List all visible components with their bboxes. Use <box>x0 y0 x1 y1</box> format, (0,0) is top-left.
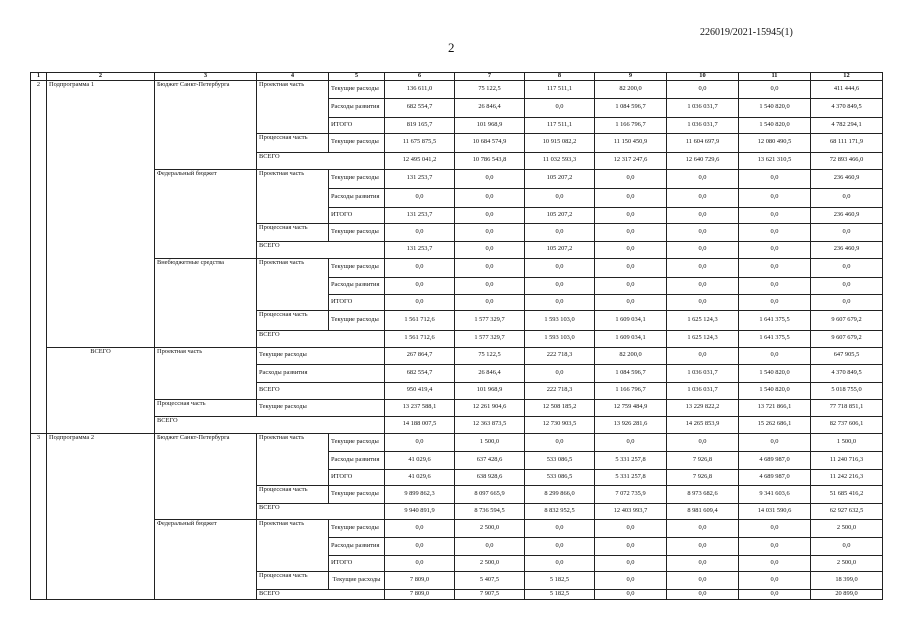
row-total-label: ВСЕГО <box>257 330 385 347</box>
value-cell: 0,0 <box>595 294 667 310</box>
value-cell: 0,0 <box>595 169 667 188</box>
value-cell: 0,0 <box>811 294 883 310</box>
value-cell: 0,0 <box>739 277 811 294</box>
value-cell: 13 229 822,2 <box>667 399 739 416</box>
expense-part: Проектная часть <box>257 519 329 571</box>
value-cell: 11 675 875,5 <box>385 133 455 152</box>
value-cell: 1 036 031,7 <box>667 98 739 117</box>
value-cell: 1 084 596,7 <box>595 98 667 117</box>
table-row <box>31 80 883 98</box>
value-cell: 0,0 <box>455 241 525 258</box>
value-cell: 0,0 <box>525 188 595 207</box>
value-cell: 1 641 375,5 <box>739 310 811 330</box>
value-cell: 0,0 <box>385 519 455 537</box>
funding-source: Федеральный бюджет <box>155 169 257 258</box>
expense-part: Процессная часть <box>257 571 329 589</box>
value-cell: 9 899 862,3 <box>385 485 455 503</box>
value-cell: 13 237 588,1 <box>385 399 455 416</box>
value-cell: 0,0 <box>455 258 525 277</box>
value-cell: 819 165,7 <box>385 117 455 133</box>
value-cell: 0,0 <box>739 294 811 310</box>
value-cell: 1 625 124,3 <box>667 330 739 347</box>
value-cell: 0,0 <box>739 519 811 537</box>
value-cell: 2 500,0 <box>811 555 883 571</box>
value-cell: 0,0 <box>455 223 525 241</box>
expense-type: Расходы развития <box>329 277 385 294</box>
value-cell: 222 718,3 <box>525 382 595 399</box>
value-cell: 0,0 <box>739 537 811 555</box>
value-cell: 0,0 <box>595 258 667 277</box>
value-cell: 1 609 034,1 <box>595 330 667 347</box>
value-cell: 0,0 <box>525 519 595 537</box>
value-cell: 0,0 <box>667 207 739 223</box>
table-row <box>31 347 883 364</box>
column-number: 8 <box>525 73 595 81</box>
funding-source: Внебюджетные средства <box>155 258 257 347</box>
value-cell: 533 086,5 <box>525 469 595 485</box>
row-total-label: ВСЕГО <box>257 241 385 258</box>
value-cell: 20 899,0 <box>811 589 883 599</box>
value-cell: 11 604 697,9 <box>667 133 739 152</box>
expense-type: ИТОГО <box>329 207 385 223</box>
expense-type: ИТОГО <box>329 469 385 485</box>
value-cell: 8 299 866,0 <box>525 485 595 503</box>
value-cell: 1 540 820,0 <box>739 382 811 399</box>
value-cell: 12 261 904,6 <box>455 399 525 416</box>
value-cell: 8 981 609,4 <box>667 503 739 519</box>
value-cell: 7 809,0 <box>385 589 455 599</box>
table-row <box>31 169 883 188</box>
value-cell: 0,0 <box>385 188 455 207</box>
value-cell: 105 207,2 <box>525 241 595 258</box>
subprogram-name: Подпрограмма 2 <box>47 433 155 599</box>
column-number: 10 <box>667 73 739 81</box>
value-cell: 1 166 796,7 <box>595 382 667 399</box>
value-cell: 75 122,5 <box>455 80 525 98</box>
value-cell: 9 940 891,9 <box>385 503 455 519</box>
value-cell: 77 718 851,1 <box>811 399 883 416</box>
value-cell: 11 242 216,3 <box>811 469 883 485</box>
table-row <box>31 519 883 537</box>
value-cell: 0,0 <box>385 258 455 277</box>
subprogram-name: Подпрограмма 1 <box>47 80 155 347</box>
value-cell: 0,0 <box>739 188 811 207</box>
value-cell: 236 460,9 <box>811 207 883 223</box>
column-number: 12 <box>811 73 883 81</box>
value-cell: 0,0 <box>667 589 739 599</box>
value-cell: 0,0 <box>595 537 667 555</box>
value-cell: 0,0 <box>811 258 883 277</box>
value-cell: 105 207,2 <box>525 207 595 223</box>
expense-type: Расходы развития <box>329 188 385 207</box>
value-cell: 68 111 171,9 <box>811 133 883 152</box>
value-cell: 62 927 632,5 <box>811 503 883 519</box>
expense-type: Текущие расходы <box>257 347 385 364</box>
value-cell: 8 097 665,9 <box>455 485 525 503</box>
value-cell: 26 846,4 <box>455 364 525 382</box>
value-cell: 0,0 <box>385 555 455 571</box>
value-cell: 82 200,0 <box>595 347 667 364</box>
value-cell: 682 554,7 <box>385 364 455 382</box>
value-cell: 117 511,1 <box>525 117 595 133</box>
value-cell: 0,0 <box>667 537 739 555</box>
value-cell: 5 407,5 <box>455 571 525 589</box>
expense-type: Расходы развития <box>257 364 385 382</box>
value-cell: 1 500,0 <box>455 433 525 451</box>
value-cell: 12 508 185,2 <box>525 399 595 416</box>
value-cell: 101 968,9 <box>455 382 525 399</box>
value-cell: 10 786 543,8 <box>455 152 525 169</box>
value-cell: 0,0 <box>385 294 455 310</box>
value-cell: 1 609 034,1 <box>595 310 667 330</box>
expense-part: Проектная часть <box>155 347 257 399</box>
value-cell: 1 641 375,5 <box>739 330 811 347</box>
value-cell: 82 737 606,1 <box>811 416 883 433</box>
expense-type: Текущие расходы <box>257 399 385 416</box>
value-cell: 0,0 <box>385 277 455 294</box>
value-cell: 136 611,0 <box>385 80 455 98</box>
column-number: 11 <box>739 73 811 81</box>
value-cell: 7 072 735,9 <box>595 485 667 503</box>
value-cell: 0,0 <box>811 188 883 207</box>
value-cell: 0,0 <box>667 433 739 451</box>
value-cell: 0,0 <box>455 277 525 294</box>
value-cell: 9 341 603,6 <box>739 485 811 503</box>
column-number: 1 <box>31 73 47 81</box>
value-cell: 1 577 329,7 <box>455 330 525 347</box>
value-cell: 0,0 <box>525 537 595 555</box>
value-cell: 411 444,6 <box>811 80 883 98</box>
value-cell: 12 080 490,5 <box>739 133 811 152</box>
value-cell: 51 685 416,2 <box>811 485 883 503</box>
value-cell: 0,0 <box>385 537 455 555</box>
value-cell: 533 086,5 <box>525 451 595 469</box>
value-cell: 11 032 593,3 <box>525 152 595 169</box>
value-cell: 0,0 <box>595 207 667 223</box>
table-row <box>31 399 883 416</box>
value-cell: 0,0 <box>525 258 595 277</box>
value-cell: 0,0 <box>595 433 667 451</box>
value-cell: 14 031 590,6 <box>739 503 811 519</box>
funding-source: Бюджет Санкт-Петербурга <box>155 80 257 169</box>
value-cell: 0,0 <box>667 223 739 241</box>
value-cell: 0,0 <box>667 294 739 310</box>
document-registration-number: 226019/2021-15945(1) <box>700 27 793 38</box>
value-cell: 0,0 <box>811 223 883 241</box>
expense-type: Расходы развития <box>329 451 385 469</box>
value-cell: 14 188 007,5 <box>385 416 455 433</box>
value-cell: 7 926,8 <box>667 451 739 469</box>
value-cell: 4 689 987,0 <box>739 469 811 485</box>
value-cell: 0,0 <box>739 258 811 277</box>
value-cell: 4 782 294,1 <box>811 117 883 133</box>
value-cell: 0,0 <box>667 571 739 589</box>
value-cell: 0,0 <box>595 555 667 571</box>
value-cell: 0,0 <box>667 241 739 258</box>
value-cell: 8 973 682,6 <box>667 485 739 503</box>
value-cell: 0,0 <box>595 277 667 294</box>
value-cell: 0,0 <box>739 347 811 364</box>
value-cell: 5 018 755,0 <box>811 382 883 399</box>
page-number: 2 <box>448 40 455 55</box>
column-number: 4 <box>257 73 329 81</box>
value-cell: 0,0 <box>595 589 667 599</box>
value-cell: 0,0 <box>525 277 595 294</box>
value-cell: 11 150 450,9 <box>595 133 667 152</box>
expense-part: Процессная часть <box>257 223 329 241</box>
value-cell: 10 915 082,2 <box>525 133 595 152</box>
expense-type: Текущие расходы <box>329 433 385 451</box>
expense-type: ИТОГО <box>329 555 385 571</box>
value-cell: 0,0 <box>667 80 739 98</box>
expense-type: Текущие расходы <box>329 258 385 277</box>
expense-part: Процессная часть <box>257 485 329 503</box>
value-cell: 7 809,0 <box>385 571 455 589</box>
value-cell: 12 495 041,2 <box>385 152 455 169</box>
value-cell: 18 399,0 <box>811 571 883 589</box>
value-cell: 222 718,3 <box>525 347 595 364</box>
value-cell: 5 182,5 <box>525 589 595 599</box>
value-cell: 10 684 574,9 <box>455 133 525 152</box>
value-cell: 638 928,6 <box>455 469 525 485</box>
value-cell: 12 759 484,9 <box>595 399 667 416</box>
column-number: 5 <box>329 73 385 81</box>
expense-type: Расходы развития <box>329 98 385 117</box>
value-cell: 101 968,9 <box>455 117 525 133</box>
expense-type: Текущие расходы <box>329 310 385 330</box>
value-cell: 2 500,0 <box>455 519 525 537</box>
value-cell: 7 926,8 <box>667 469 739 485</box>
expense-type: ИТОГО <box>329 294 385 310</box>
value-cell: 1 540 820,0 <box>739 117 811 133</box>
value-cell: 1 166 796,7 <box>595 117 667 133</box>
expense-type: ВСЕГО <box>257 382 385 399</box>
value-cell: 131 253,7 <box>385 207 455 223</box>
value-cell: 1 577 329,7 <box>455 310 525 330</box>
expense-type: ИТОГО <box>329 117 385 133</box>
value-cell: 637 428,6 <box>455 451 525 469</box>
value-cell: 0,0 <box>595 571 667 589</box>
expense-type: Текущие расходы <box>329 169 385 188</box>
value-cell: 0,0 <box>739 241 811 258</box>
value-cell: 0,0 <box>385 223 455 241</box>
value-cell: 267 864,7 <box>385 347 455 364</box>
value-cell: 0,0 <box>667 258 739 277</box>
row-total-label: ВСЕГО <box>155 416 385 433</box>
value-cell: 7 907,5 <box>455 589 525 599</box>
value-cell: 0,0 <box>667 555 739 571</box>
value-cell: 13 621 310,5 <box>739 152 811 169</box>
value-cell: 117 511,1 <box>525 80 595 98</box>
value-cell: 647 905,5 <box>811 347 883 364</box>
value-cell: 1 036 031,7 <box>667 382 739 399</box>
value-cell: 0,0 <box>595 188 667 207</box>
value-cell: 13 721 866,1 <box>739 399 811 416</box>
value-cell: 0,0 <box>739 589 811 599</box>
value-cell: 0,0 <box>667 519 739 537</box>
value-cell: 0,0 <box>525 223 595 241</box>
value-cell: 5 331 257,8 <box>595 451 667 469</box>
expense-type: Текущие расходы <box>329 519 385 537</box>
row-index: 2 <box>31 80 47 433</box>
value-cell: 0,0 <box>455 169 525 188</box>
value-cell: 8 832 952,5 <box>525 503 595 519</box>
row-total-label: ВСЕГО <box>257 152 385 169</box>
value-cell: 75 122,5 <box>455 347 525 364</box>
funding-source: Федеральный бюджет <box>155 519 257 599</box>
value-cell: 0,0 <box>739 80 811 98</box>
value-cell: 0,0 <box>739 207 811 223</box>
value-cell: 0,0 <box>667 188 739 207</box>
value-cell: 9 607 679,2 <box>811 310 883 330</box>
value-cell: 5 182,5 <box>525 571 595 589</box>
value-cell: 0,0 <box>595 241 667 258</box>
column-number-row <box>31 73 883 81</box>
value-cell: 0,0 <box>455 537 525 555</box>
value-cell: 0,0 <box>811 537 883 555</box>
value-cell: 4 689 987,0 <box>739 451 811 469</box>
value-cell: 0,0 <box>525 294 595 310</box>
value-cell: 0,0 <box>525 364 595 382</box>
value-cell: 0,0 <box>525 98 595 117</box>
expense-type: Текущие расходы <box>329 485 385 503</box>
value-cell: 0,0 <box>739 555 811 571</box>
value-cell: 5 331 257,8 <box>595 469 667 485</box>
value-cell: 0,0 <box>455 294 525 310</box>
value-cell: 4 370 849,5 <box>811 364 883 382</box>
value-cell: 82 200,0 <box>595 80 667 98</box>
value-cell: 0,0 <box>385 433 455 451</box>
value-cell: 0,0 <box>811 277 883 294</box>
table-row <box>31 433 883 451</box>
value-cell: 2 500,0 <box>455 555 525 571</box>
value-cell: 41 029,6 <box>385 451 455 469</box>
value-cell: 0,0 <box>667 347 739 364</box>
value-cell: 0,0 <box>595 519 667 537</box>
table-row <box>31 258 883 277</box>
value-cell: 1 500,0 <box>811 433 883 451</box>
table-row <box>31 416 883 433</box>
value-cell: 0,0 <box>525 555 595 571</box>
value-cell: 1 540 820,0 <box>739 364 811 382</box>
value-cell: 14 265 853,9 <box>667 416 739 433</box>
value-cell: 105 207,2 <box>525 169 595 188</box>
column-number: 2 <box>47 73 155 81</box>
value-cell: 2 500,0 <box>811 519 883 537</box>
budget-table <box>30 72 883 600</box>
value-cell: 950 419,4 <box>385 382 455 399</box>
value-cell: 11 240 716,3 <box>811 451 883 469</box>
value-cell: 12 730 903,5 <box>525 416 595 433</box>
expense-type: Текущие расходы <box>329 223 385 241</box>
value-cell: 1 036 031,7 <box>667 364 739 382</box>
expense-type: Расходы развития <box>329 537 385 555</box>
value-cell: 0,0 <box>739 223 811 241</box>
value-cell: 9 607 679,2 <box>811 330 883 347</box>
value-cell: 1 540 820,0 <box>739 98 811 117</box>
value-cell: 0,0 <box>595 223 667 241</box>
value-cell: 8 736 594,5 <box>455 503 525 519</box>
value-cell: 1 625 124,3 <box>667 310 739 330</box>
value-cell: 0,0 <box>455 188 525 207</box>
value-cell: 13 926 281,6 <box>595 416 667 433</box>
expense-part: Проектная часть <box>257 169 329 223</box>
value-cell: 12 640 729,6 <box>667 152 739 169</box>
row-total-label: ВСЕГО <box>257 503 385 519</box>
value-cell: 1 084 596,7 <box>595 364 667 382</box>
row-total-label: ВСЕГО <box>257 589 385 599</box>
value-cell: 0,0 <box>739 433 811 451</box>
value-cell: 26 846,4 <box>455 98 525 117</box>
column-number: 7 <box>455 73 525 81</box>
value-cell: 0,0 <box>739 571 811 589</box>
value-cell: 682 554,7 <box>385 98 455 117</box>
expense-part: Проектная часть <box>257 258 329 310</box>
value-cell: 41 029,6 <box>385 469 455 485</box>
row-index: 3 <box>31 433 47 599</box>
expense-type: Текущие расходы <box>329 80 385 98</box>
value-cell: 12 363 873,5 <box>455 416 525 433</box>
value-cell: 1 561 712,6 <box>385 330 455 347</box>
column-number: 6 <box>385 73 455 81</box>
value-cell: 1 593 103,0 <box>525 310 595 330</box>
total-label: ВСЕГО <box>47 347 155 433</box>
value-cell: 0,0 <box>667 169 739 188</box>
value-cell: 236 460,9 <box>811 241 883 258</box>
column-number: 3 <box>155 73 257 81</box>
value-cell: 0,0 <box>455 207 525 223</box>
value-cell: 131 253,7 <box>385 169 455 188</box>
value-cell: 4 370 849,5 <box>811 98 883 117</box>
funding-source: Бюджет Санкт-Петербурга <box>155 433 257 519</box>
expense-type: Текущие расходы <box>329 571 385 589</box>
expense-part: Проектная часть <box>257 80 329 133</box>
expense-part: Проектная часть <box>257 433 329 485</box>
value-cell: 1 593 103,0 <box>525 330 595 347</box>
expense-part: Процессная часть <box>155 399 257 416</box>
value-cell: 1 036 031,7 <box>667 117 739 133</box>
value-cell: 1 561 712,6 <box>385 310 455 330</box>
expense-part: Процессная часть <box>257 310 329 330</box>
value-cell: 0,0 <box>667 277 739 294</box>
column-number: 9 <box>595 73 667 81</box>
expense-type: Текущие расходы <box>329 133 385 152</box>
value-cell: 0,0 <box>739 169 811 188</box>
value-cell: 0,0 <box>525 433 595 451</box>
expense-part: Процессная часть <box>257 133 329 152</box>
value-cell: 236 460,9 <box>811 169 883 188</box>
value-cell: 131 253,7 <box>385 241 455 258</box>
value-cell: 72 893 466,0 <box>811 152 883 169</box>
value-cell: 15 262 686,1 <box>739 416 811 433</box>
value-cell: 12 403 993,7 <box>595 503 667 519</box>
value-cell: 12 317 247,6 <box>595 152 667 169</box>
